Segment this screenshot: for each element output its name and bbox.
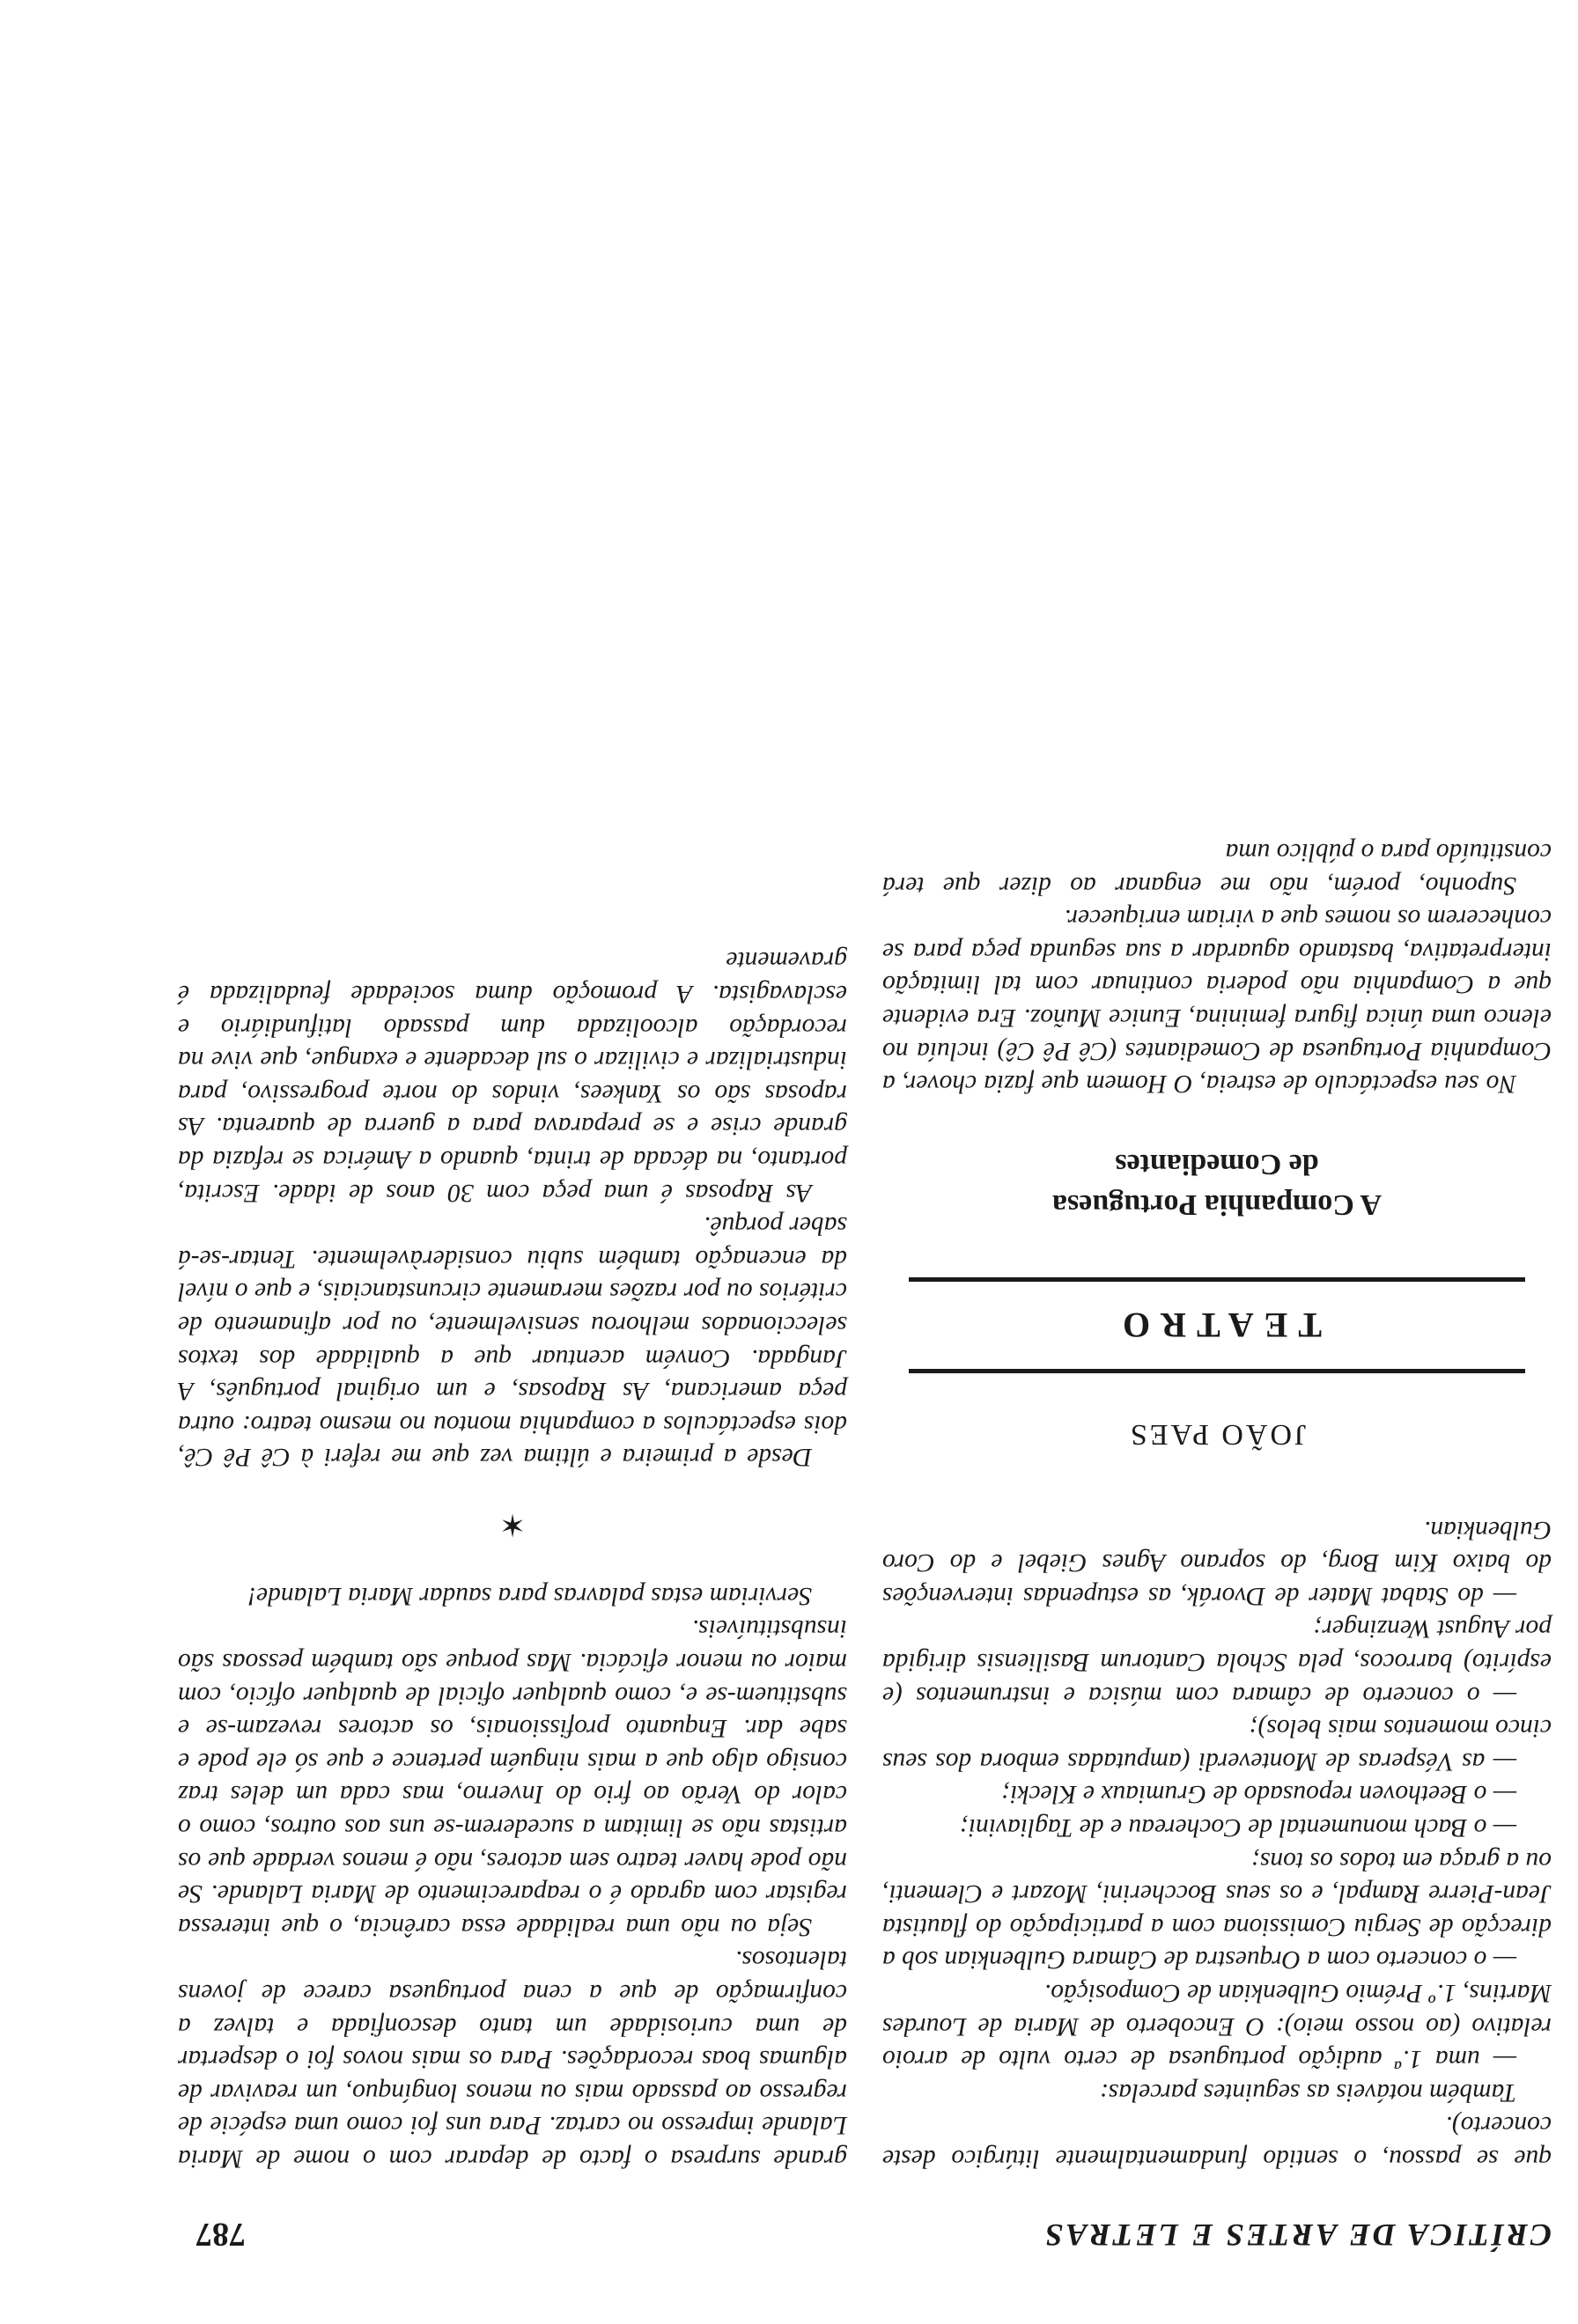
running-head: CRÍTICA DE ARTES E LETRAS — [1043, 2217, 1552, 2253]
opening-paragraph: que se passou, o sentido fundamentalmente litúrgico deste concerto). — [882, 2111, 1552, 2173]
article-paragraph: Seja ou não uma realidade essa carência, o que interessa registar com agrado é o reaparecimento de Maria Lalande. Se não pode haver teatro sem actores, não é menos verdade que os artistas não se limitam a sucederem-se uns aos outros, como o calor do Verão ao frio do Inverno, mas cada um deles traz consigo algo que a mais ninguém pertence e que só ele pode e sabe dar. Enquanto profissionais, os actores revezam-se e substituem-se e, como qualquer oficial de qualquer ofício, com maior ou menor eficácia. Mas porque são também pessoas são insubstituíveis. — [178, 1614, 847, 1941]
article-title — [882, 1144, 1552, 1225]
concert-list-item: — o Bach monumental de Cochereau e de Tagliavini; — [960, 1813, 1516, 1842]
concert-list-item: — uma 1.ª audição portuguesa de certo vulto de arroio relativo (ao nosso meio): O Encoberto de Maria de Lourdes Martins, 1.º Prémio Gulbenkian de Composição. — [882, 1979, 1552, 2074]
separator-gap — [178, 1473, 847, 1506]
page-header — [195, 2201, 1552, 2254]
article-paragraph: grande surpresa o facto de deparar com o nome de Maria Lalande impresso no cartaz. Para uns foi como uma espécie de regresso ao passado mais ou menos longínquo, um reavivar de algumas boas recordações. Para os mais novos foi o despertar de uma curiosidade um tanto desconfiada e talvez a confirmação de que a cena portuguesa carece de jovens talentosos. — [178, 1945, 847, 2173]
article-paragraph: No seu espectáculo de estreia, O Homem que fazia chover, a Companhia Portuguesa de Comediantes (Cê Pê Cê) incluía no elenco uma única figura feminina, Eunice Muñoz. Era evidente que a Companhia não poderia continuar com tal limitação interpretativa, bastando aguardar a sua segunda peça para se conhecerem os nomes que a viriam enriquecer. — [882, 904, 1552, 1099]
article-paragraph: Desde a primeira e última vez que me referi à Cê Pê Cê, dois espectáculos a companhia montou no mesmo teatro: outra peça americana, As Raposas, e um original português, A Jangada. Convém acentuar que a qualidade dos textos seleccionados melhorou sensivelmente, ou por afinamento de critérios ou por razões meramente circunstanciais, e que o nível da encenação também subiu consideràvelmente. Tentar-se-á saber porquê. — [178, 1211, 847, 1472]
article-paragraph: As Raposas é uma peça com 30 anos de idade. Escrita, portanto, na década de trinta, quando a América se refazia da grande crise e se preparava para a guerra de quarenta. As raposas são os Yankees, vindos do norte progressivo, para industrializar e civilizar o sul decadente e exangue, que vive na recordação alcoolizada dum passado latifundiário e esclavagista. A promoção duma sociedade feudalizada é gravemente — [178, 946, 847, 1207]
section-separator-star: ✶ — [498, 1507, 527, 1543]
author-signature: JOÃO PAES — [1127, 1418, 1307, 1452]
concert-list-item: — o concerto com a Orquestra de Câmara Gulbenkian sob a direcção de Sergiu Comissiona com a participação do flautista Jean-Pierre Rampal, e os seus Boccherini, Mozart e Clementi, ou a graça em todos os tons; — [882, 1846, 1552, 1975]
article-paragraph: Serviriam estas palavras para saudar Maria Lalande! — [247, 1581, 812, 1610]
section-heading-box — [909, 1277, 1525, 1373]
right-column — [178, 944, 847, 2174]
left-column — [882, 835, 1552, 2174]
concert-list-item: — o concerto de câmara com música e instrumentos (e espírito) barrocos, pela Schola Cantorum Basiliensis dirigida por August Wenzinger; — [882, 1614, 1552, 1710]
section-title: TEATRO — [1112, 1305, 1322, 1346]
article-title-line-1: A Companhia Portuguesa — [1051, 1188, 1383, 1222]
article-title-line-2: de Comediantes — [1115, 1148, 1319, 1181]
concert-list-item: — as Vésperas de Monteverdi (amputadas embora dos seus cinco momentos mais belos); — [882, 1714, 1552, 1776]
article-paragraph: Suponho, porém, não me enganar ao dizer que terá constituído para o público uma — [882, 837, 1552, 900]
concert-list-item: — o Beethoven repousado de Grumiaux e Klecki; — [1001, 1780, 1516, 1809]
page-number: 787 — [195, 2216, 246, 2253]
concert-list-item: — do Stabat Mater de Dvorák, as estupendas intervenções do baixo Kim Borg, do soprano Agnes Giebel e do Coro Gulbenkian. — [882, 1515, 1552, 1610]
notable-intro: Também notáveis as seguintes parcelas: — [1099, 2078, 1516, 2107]
